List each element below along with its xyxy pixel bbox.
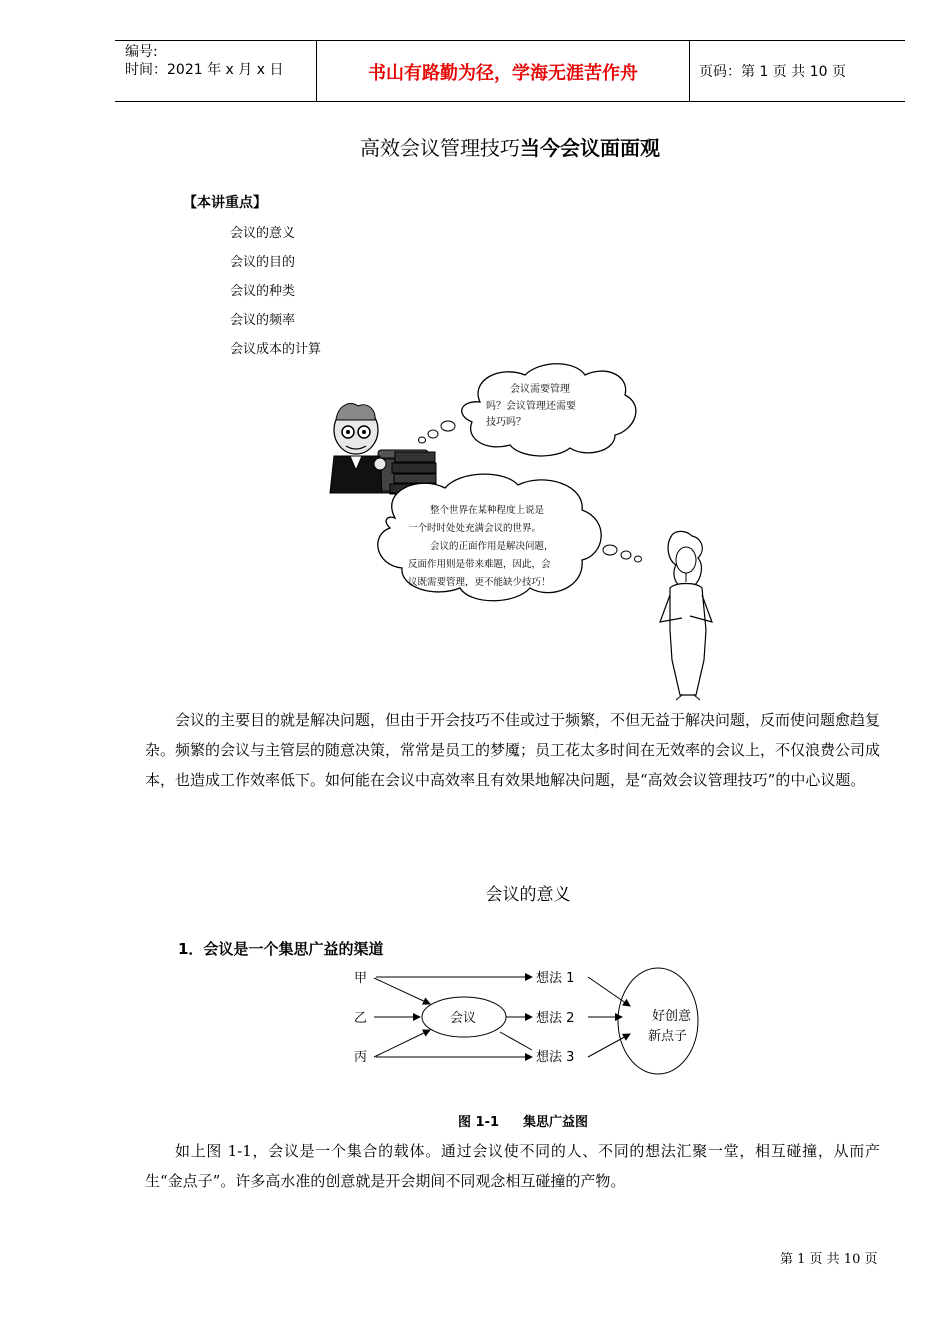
key-point-item: 会议的频率 bbox=[230, 313, 296, 328]
woman-figure bbox=[660, 531, 712, 700]
key-point-item: 会议的意义 bbox=[230, 226, 296, 241]
key-point-item: 会议成本的计算 bbox=[230, 342, 322, 357]
intro-paragraph: 会议的主要目的就是解决问题，但由于开会技巧不佳或过于频繁，不但无益于解决问题，反而使问题愈趋复杂。频繁的会议与主管层的随意决策，常常是员工的梦魇；员工花太多时间在无效率的会议上，不仅浪费公司成本，也造成工作效率低下。如何能在会议中高效率且有效果地解决问题，是“高效会议管理技巧”的中心议题。 bbox=[145, 711, 881, 789]
person-label: 乙 bbox=[354, 1011, 368, 1026]
idea-label: 想法 3 bbox=[536, 1050, 575, 1065]
bubble1-line: 会议需要管理 bbox=[510, 384, 570, 395]
point-heading: 1．会议是一个集思广益的渠道 bbox=[178, 940, 384, 958]
page-footer: 第 1 页 共 10 页 bbox=[780, 1252, 878, 1267]
flow-arrow bbox=[588, 977, 630, 1006]
cartoon-illustration bbox=[320, 360, 740, 705]
bubble2-line: 整个世界在某种程度上说是 bbox=[430, 505, 545, 516]
thought-bubble-bottom bbox=[378, 474, 642, 601]
brainstorm-diagram bbox=[340, 962, 710, 1080]
header-number: 编号: bbox=[125, 44, 158, 60]
title-bold: 当今会议面面观 bbox=[520, 136, 660, 160]
person-label: 甲 bbox=[354, 971, 368, 986]
idea-label: 想法 1 bbox=[536, 971, 575, 986]
title-main: 高效会议管理技巧 bbox=[360, 136, 520, 160]
old-man-figure bbox=[330, 404, 440, 494]
header-motto: 书山有路勤为径，学海无涯苦作舟 bbox=[368, 63, 638, 84]
header-time: 时间：2021 年 x 月 x 日 bbox=[125, 62, 284, 78]
figure-paragraph: 如上图 1-1，会议是一个集合的载体。通过会议使不同的人、不同的想法汇聚一堂，相互碰撞，从而产生“金点子”。许多高水准的创意就是开会期间不同观念相互碰撞的产物。 bbox=[145, 1142, 880, 1190]
result-label: 好创意 bbox=[652, 1009, 692, 1024]
flow-arrow bbox=[374, 978, 430, 1004]
figure-title: 集思广益图 bbox=[523, 1115, 589, 1130]
figure-number: 图 1-1 bbox=[458, 1115, 500, 1130]
header-page-info: 页码：第 1 页 共 10 页 bbox=[699, 64, 846, 80]
bubble2-line: 一个时时处处充满会议的世界。 bbox=[408, 523, 542, 534]
result-label: 新点子 bbox=[648, 1029, 688, 1044]
flow-line bbox=[500, 1032, 532, 1050]
page-header bbox=[115, 40, 905, 102]
person-label: 丙 bbox=[354, 1050, 368, 1065]
meeting-label: 会议 bbox=[450, 1011, 477, 1026]
bubble1-line: 技巧吗？ bbox=[486, 417, 526, 428]
key-points-label: 【本讲重点】 bbox=[183, 195, 267, 211]
header-divider bbox=[689, 41, 690, 101]
idea-label: 想法 2 bbox=[536, 1011, 575, 1026]
bubble2-line: 会议的正面作用是解决问题， bbox=[430, 541, 554, 552]
flow-arrow bbox=[374, 1030, 430, 1057]
key-point-item: 会议的目的 bbox=[230, 255, 296, 270]
section-heading: 会议的意义 bbox=[485, 885, 571, 905]
key-point-item: 会议的种类 bbox=[230, 284, 296, 299]
bubble2-line: 反面作用则是带来难题，因此，会 bbox=[408, 559, 551, 570]
bubble1-line: 吗？会议管理还需要 bbox=[486, 401, 576, 412]
bubble2-line: 议既需要管理，更不能缺少技巧！ bbox=[408, 577, 551, 588]
header-meta bbox=[125, 43, 283, 79]
document-title bbox=[0, 132, 950, 161]
thought-bubble-top bbox=[419, 364, 636, 456]
figure-caption bbox=[458, 1111, 588, 1130]
